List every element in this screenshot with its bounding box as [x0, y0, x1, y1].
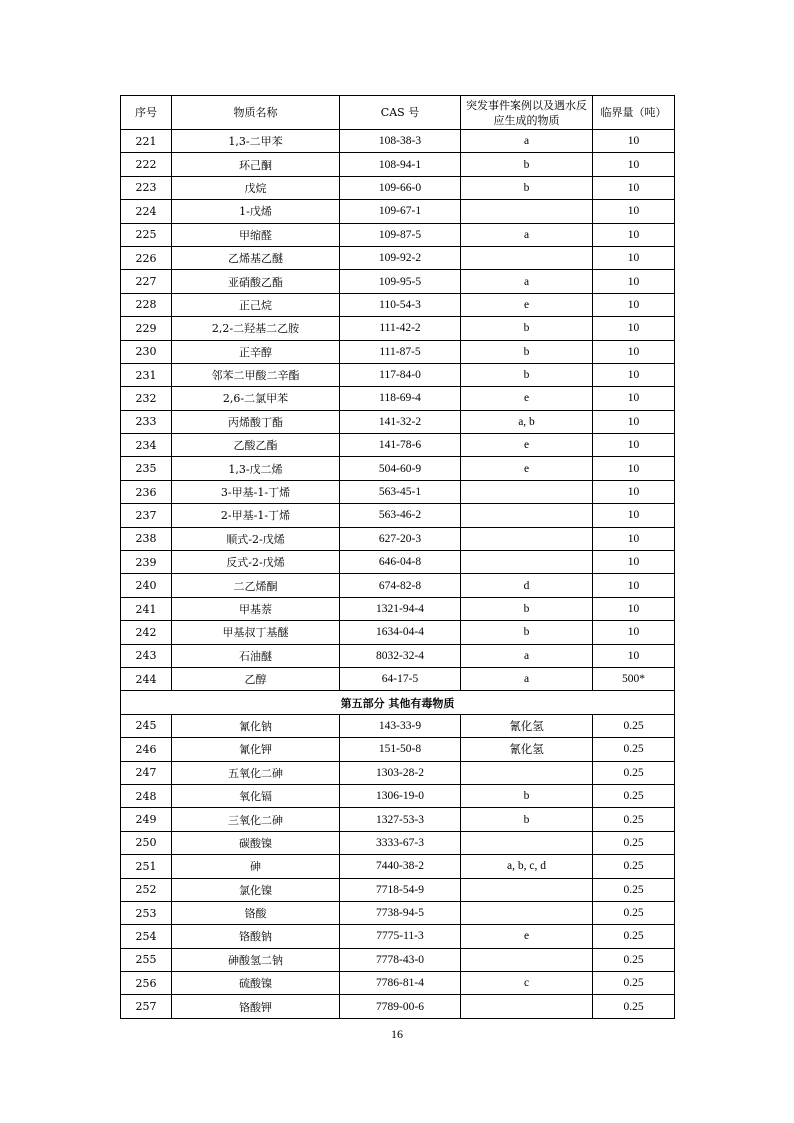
- cell-name: 氰化钾: [172, 738, 340, 761]
- cell-cas: 7440-38-2: [340, 855, 461, 878]
- cell-threshold: 0.25: [593, 925, 675, 948]
- cell-name: 铬酸钾: [172, 995, 340, 1018]
- cell-reaction: b: [461, 153, 593, 176]
- cell-threshold: 10: [593, 597, 675, 620]
- cell-seq: 242: [121, 621, 172, 644]
- cell-reaction: a: [461, 644, 593, 667]
- cell-cas: 109-67-1: [340, 200, 461, 223]
- cell-threshold: 10: [593, 621, 675, 644]
- cell-seq: 235: [121, 457, 172, 480]
- table-row: [121, 644, 675, 667]
- cell-reaction: b: [461, 363, 593, 386]
- cell-seq: 254: [121, 925, 172, 948]
- cell-cas: 109-92-2: [340, 246, 461, 269]
- cell-cas: 110-54-3: [340, 293, 461, 316]
- cell-reaction: b: [461, 176, 593, 199]
- cell-name: 环己酮: [172, 153, 340, 176]
- cell-cas: 1327-53-3: [340, 808, 461, 831]
- cell-name: 2,2-二羟基二乙胺: [172, 317, 340, 340]
- cell-reaction: [461, 761, 593, 784]
- cell-seq: 229: [121, 317, 172, 340]
- cell-reaction: [461, 901, 593, 924]
- table-row: [121, 972, 675, 995]
- cell-seq: 236: [121, 480, 172, 503]
- cell-reaction: [461, 200, 593, 223]
- cell-cas: 141-78-6: [340, 434, 461, 457]
- cell-name: 乙醇: [172, 667, 340, 690]
- table-row: [121, 738, 675, 761]
- cell-reaction: b: [461, 808, 593, 831]
- cell-reaction: 氰化氢: [461, 738, 593, 761]
- cell-seq: 248: [121, 784, 172, 807]
- cell-threshold: 10: [593, 293, 675, 316]
- cell-cas: 674-82-8: [340, 574, 461, 597]
- cell-threshold: 10: [593, 223, 675, 246]
- table-row: [121, 527, 675, 550]
- cell-cas: 64-17-5: [340, 667, 461, 690]
- cell-cas: 646-04-8: [340, 551, 461, 574]
- cell-seq: 225: [121, 223, 172, 246]
- cell-name: 砷: [172, 855, 340, 878]
- cell-seq: 257: [121, 995, 172, 1018]
- cell-threshold: 10: [593, 574, 675, 597]
- cell-seq: 232: [121, 387, 172, 410]
- cell-threshold: 0.25: [593, 808, 675, 831]
- cell-threshold: 10: [593, 410, 675, 433]
- cell-threshold: 500*: [593, 667, 675, 690]
- cell-seq: 250: [121, 831, 172, 854]
- cell-reaction: e: [461, 293, 593, 316]
- cell-cas: 3333-67-3: [340, 831, 461, 854]
- cell-threshold: 10: [593, 457, 675, 480]
- cell-cas: 7778-43-0: [340, 948, 461, 971]
- cell-reaction: e: [461, 434, 593, 457]
- cell-reaction: e: [461, 387, 593, 410]
- table-row: [121, 153, 675, 176]
- cell-cas: 8032-32-4: [340, 644, 461, 667]
- table-row: [121, 130, 675, 153]
- table-row: [121, 551, 675, 574]
- cell-reaction: [461, 878, 593, 901]
- cell-name: 石油醚: [172, 644, 340, 667]
- header-cas: CAS 号: [340, 96, 461, 130]
- table-row: [121, 808, 675, 831]
- cell-cas: 151-50-8: [340, 738, 461, 761]
- cell-seq: 249: [121, 808, 172, 831]
- table-row: [121, 714, 675, 737]
- cell-cas: 108-38-3: [340, 130, 461, 153]
- cell-threshold: 0.25: [593, 948, 675, 971]
- cell-cas: 1321-94-4: [340, 597, 461, 620]
- cell-reaction: a, b: [461, 410, 593, 433]
- cell-name: 砷酸氢二钠: [172, 948, 340, 971]
- cell-name: 1,3-戊二烯: [172, 457, 340, 480]
- cell-seq: 243: [121, 644, 172, 667]
- cell-cas: 7718-54-9: [340, 878, 461, 901]
- cell-threshold: 0.25: [593, 972, 675, 995]
- table-row: [121, 831, 675, 854]
- cell-threshold: 0.25: [593, 995, 675, 1018]
- cell-seq: 234: [121, 434, 172, 457]
- table-row: [121, 925, 675, 948]
- cell-threshold: 10: [593, 317, 675, 340]
- table-row: [121, 504, 675, 527]
- table-row: [121, 901, 675, 924]
- header-threshold: 临界量（吨）: [593, 96, 675, 130]
- cell-reaction: [461, 948, 593, 971]
- cell-name: 三氧化二砷: [172, 808, 340, 831]
- cell-seq: 255: [121, 948, 172, 971]
- section-row: [121, 691, 675, 714]
- cell-name: 亚硝酸乙酯: [172, 270, 340, 293]
- cell-name: 乙酸乙酯: [172, 434, 340, 457]
- cell-name: 甲缩醛: [172, 223, 340, 246]
- cell-name: 1-戊烯: [172, 200, 340, 223]
- table-row: [121, 761, 675, 784]
- cell-seq: 221: [121, 130, 172, 153]
- header-row: [121, 96, 675, 130]
- cell-threshold: 10: [593, 153, 675, 176]
- table-row: [121, 317, 675, 340]
- cell-seq: 238: [121, 527, 172, 550]
- substance-table: [120, 95, 675, 1019]
- cell-seq: 233: [121, 410, 172, 433]
- cell-threshold: 10: [593, 480, 675, 503]
- cell-cas: 7786-81-4: [340, 972, 461, 995]
- cell-threshold: 0.25: [593, 784, 675, 807]
- cell-name: 铬酸钠: [172, 925, 340, 948]
- cell-reaction: a: [461, 667, 593, 690]
- cell-reaction: d: [461, 574, 593, 597]
- cell-threshold: 0.25: [593, 878, 675, 901]
- cell-threshold: 10: [593, 504, 675, 527]
- cell-threshold: 0.25: [593, 738, 675, 761]
- cell-cas: 7738-94-5: [340, 901, 461, 924]
- cell-reaction: [461, 527, 593, 550]
- cell-reaction: b: [461, 340, 593, 363]
- cell-seq: 224: [121, 200, 172, 223]
- cell-threshold: 10: [593, 130, 675, 153]
- cell-cas: 563-46-2: [340, 504, 461, 527]
- cell-name: 氧化镉: [172, 784, 340, 807]
- table-row: [121, 480, 675, 503]
- cell-seq: 252: [121, 878, 172, 901]
- cell-threshold: 10: [593, 527, 675, 550]
- cell-reaction: e: [461, 457, 593, 480]
- cell-seq: 222: [121, 153, 172, 176]
- header-name: 物质名称: [172, 96, 340, 130]
- cell-cas: 111-42-2: [340, 317, 461, 340]
- table-row: [121, 434, 675, 457]
- cell-cas: 143-33-9: [340, 714, 461, 737]
- cell-name: 顺式-2-戊烯: [172, 527, 340, 550]
- table-row: [121, 223, 675, 246]
- cell-cas: 627-20-3: [340, 527, 461, 550]
- cell-seq: 251: [121, 855, 172, 878]
- cell-seq: 247: [121, 761, 172, 784]
- table-header: [121, 96, 675, 130]
- cell-threshold: 0.25: [593, 831, 675, 854]
- cell-threshold: 10: [593, 340, 675, 363]
- cell-seq: 246: [121, 738, 172, 761]
- header-seq: 序号: [121, 96, 172, 130]
- section-title: 第五部分 其他有毒物质: [121, 691, 675, 714]
- table-row: [121, 387, 675, 410]
- cell-cas: 141-32-2: [340, 410, 461, 433]
- table-row: [121, 363, 675, 386]
- cell-seq: 240: [121, 574, 172, 597]
- section-heading-group: [121, 691, 675, 714]
- table-row: [121, 574, 675, 597]
- cell-reaction: [461, 551, 593, 574]
- cell-reaction: a: [461, 270, 593, 293]
- cell-cas: 1306-19-0: [340, 784, 461, 807]
- cell-seq: 227: [121, 270, 172, 293]
- table-row: [121, 270, 675, 293]
- table-row: [121, 246, 675, 269]
- cell-cas: 109-87-5: [340, 223, 461, 246]
- cell-name: 铬酸: [172, 901, 340, 924]
- cell-name: 2-甲基-1-丁烯: [172, 504, 340, 527]
- cell-name: 氰化钠: [172, 714, 340, 737]
- cell-reaction: b: [461, 317, 593, 340]
- cell-reaction: a, b, c, d: [461, 855, 593, 878]
- table-row: [121, 855, 675, 878]
- cell-name: 3-甲基-1-丁烯: [172, 480, 340, 503]
- cell-seq: 256: [121, 972, 172, 995]
- cell-cas: 504-60-9: [340, 457, 461, 480]
- cell-seq: 253: [121, 901, 172, 924]
- cell-threshold: 10: [593, 363, 675, 386]
- cell-reaction: [461, 246, 593, 269]
- cell-seq: 245: [121, 714, 172, 737]
- cell-cas: 109-95-5: [340, 270, 461, 293]
- cell-threshold: 10: [593, 200, 675, 223]
- table-row: [121, 995, 675, 1018]
- cell-threshold: 10: [593, 387, 675, 410]
- cell-reaction: a: [461, 223, 593, 246]
- table-row: [121, 597, 675, 620]
- cell-name: 2,6-二氯甲苯: [172, 387, 340, 410]
- cell-name: 乙烯基乙醚: [172, 246, 340, 269]
- cell-reaction: [461, 480, 593, 503]
- table-row: [121, 621, 675, 644]
- cell-reaction: a: [461, 130, 593, 153]
- table-row: [121, 878, 675, 901]
- table-row: [121, 176, 675, 199]
- cell-cas: 108-94-1: [340, 153, 461, 176]
- cell-cas: 109-66-0: [340, 176, 461, 199]
- cell-name: 甲基萘: [172, 597, 340, 620]
- table-row: [121, 340, 675, 363]
- cell-name: 正己烷: [172, 293, 340, 316]
- page-number: 16: [391, 1027, 403, 1041]
- table-row: [121, 948, 675, 971]
- cell-cas: 1303-28-2: [340, 761, 461, 784]
- cell-seq: 241: [121, 597, 172, 620]
- cell-cas: 117-84-0: [340, 363, 461, 386]
- cell-name: 邻苯二甲酸二辛酯: [172, 363, 340, 386]
- cell-name: 五氧化二砷: [172, 761, 340, 784]
- cell-threshold: 10: [593, 176, 675, 199]
- table-body-part-a: [121, 130, 675, 691]
- cell-name: 硫酸镍: [172, 972, 340, 995]
- cell-threshold: 0.25: [593, 901, 675, 924]
- table-row: [121, 457, 675, 480]
- cell-threshold: 10: [593, 644, 675, 667]
- table-row: [121, 200, 675, 223]
- table-row: [121, 410, 675, 433]
- cell-seq: 226: [121, 246, 172, 269]
- cell-cas: 111-87-5: [340, 340, 461, 363]
- cell-reaction: [461, 504, 593, 527]
- cell-cas: 7789-00-6: [340, 995, 461, 1018]
- cell-name: 甲基叔丁基醚: [172, 621, 340, 644]
- cell-threshold: 0.25: [593, 855, 675, 878]
- cell-reaction: b: [461, 621, 593, 644]
- cell-name: 氯化镍: [172, 878, 340, 901]
- cell-threshold: 10: [593, 551, 675, 574]
- cell-reaction: c: [461, 972, 593, 995]
- cell-seq: 228: [121, 293, 172, 316]
- cell-seq: 237: [121, 504, 172, 527]
- cell-reaction: e: [461, 925, 593, 948]
- cell-reaction: [461, 831, 593, 854]
- cell-reaction: b: [461, 597, 593, 620]
- cell-name: 正辛醇: [172, 340, 340, 363]
- cell-reaction: 氰化氢: [461, 714, 593, 737]
- cell-name: 丙烯酸丁酯: [172, 410, 340, 433]
- cell-seq: 231: [121, 363, 172, 386]
- cell-name: 戊烷: [172, 176, 340, 199]
- cell-threshold: 10: [593, 270, 675, 293]
- cell-reaction: b: [461, 784, 593, 807]
- cell-seq: 239: [121, 551, 172, 574]
- cell-cas: 7775-11-3: [340, 925, 461, 948]
- table-row: [121, 293, 675, 316]
- cell-reaction: [461, 995, 593, 1018]
- cell-cas: 1634-04-4: [340, 621, 461, 644]
- cell-cas: 563-45-1: [340, 480, 461, 503]
- cell-seq: 223: [121, 176, 172, 199]
- cell-threshold: 10: [593, 434, 675, 457]
- cell-name: 反式-2-戊烯: [172, 551, 340, 574]
- cell-threshold: 10: [593, 246, 675, 269]
- cell-threshold: 0.25: [593, 761, 675, 784]
- cell-cas: 118-69-4: [340, 387, 461, 410]
- table-row: [121, 784, 675, 807]
- cell-name: 二乙烯酮: [172, 574, 340, 597]
- table-body-part-b: [121, 714, 675, 1018]
- cell-seq: 230: [121, 340, 172, 363]
- table-row: [121, 667, 675, 690]
- cell-threshold: 0.25: [593, 714, 675, 737]
- cell-name: 碳酸镍: [172, 831, 340, 854]
- cell-name: 1,3-二甲苯: [172, 130, 340, 153]
- header-reaction: 突发事件案例以及遇水反应生成的物质: [461, 96, 593, 130]
- cell-seq: 244: [121, 667, 172, 690]
